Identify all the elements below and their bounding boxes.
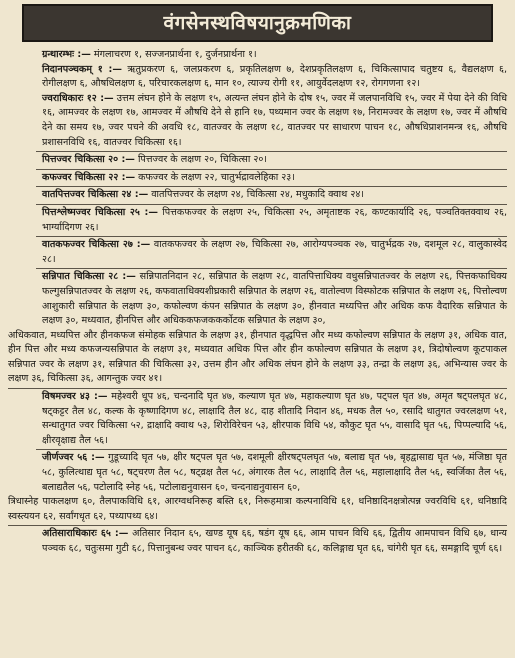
section-text: कफज्वर के लक्षण २२, चातुर्भद्रावलेहिका २३। [135,171,295,183]
divider [8,388,507,389]
section-heading: अतिसाराधिकारः ६५ :— [42,528,129,540]
section-text: महेश्वरी धूप ४६, चन्दनादि घृत ४७, कल्याण घृत ४७, महाकल्याण घृत ४७, पट्पल घृत ४७, अमृत षट्पलघृत ४८, षट्कट्टर तैल ४८, कल्क के कृष्णादिगण ४८, लाक्षादि तैल ४८, दाह शीतादि निदान ४६, मधक तैल ५०, रसादि धातुगत ज्वरलक्षण ५१, सन्धातुगत ज्वर चिकित्सा ५२, द्राक्षादि क्वाथ ५३, शिरोविरेचन ५३, क्षीरपाक विधि ५४, कौकुट घृत ५५, वासादि घृत ५६, पिप्पल्यादि ५६, क्षीरवृक्षाद्य तैल ५६। [42,391,508,446]
section-heading: विषमज्वर ४३ :— [42,391,108,403]
section-text: अतिसार निदान ६५, खण्ड यूष ६६, षडंग यूष ६६, आम पाचन विधि ६६, द्वितीय आमपाचन विधि ६७, धान्य पञ्चक ६८, चतुःसमा गुटी ६८, पित्तानुबन्ध ज्वर पाचन ६८, काञ्चिक हरीतकी ६८, कलिङ्गाद्य घृत ६६, चांगेरी घृत ६६, समङ्गादि चूर्ण ६६। [42,528,507,554]
section-granthārambha [8,48,507,63]
divider [36,169,507,170]
divider [36,204,507,205]
section-jirnajvara [8,451,507,495]
section-heading: वातकफज्वर चिकित्सा २७ :— [42,239,151,251]
section-pittashleshmajvara [8,206,507,235]
divider [36,449,507,450]
section-sannipata [8,270,507,328]
section-jirnajvara-continued [8,495,507,524]
page-title: वंगसेनस्थविषयानुक्रमणिका [22,4,493,42]
section-text: पित्तकफज्वर के लक्षण २५, चिकित्सा २५, अमृताष्टक २६, कण्टकार्यादि २६, पञ्चतिक्तक्वाथ २६, भार्ग्यादिगण २६। [42,206,508,233]
divider [36,151,507,152]
section-heading: ग्रन्थारम्भः :— [42,49,91,60]
section-text: सन्निपातनिदान २८, सन्निपात के लक्षण २८, वातपित्ताधिक्य वधुसन्निपातज्वर के लक्षण २६, पित्तकफाधिक्य फल्गुसन्निपातज्वर के लक्षण २६, कफवाताधिक्यशीघ्रकारी सन्निपात के लक्षण २६, वातोल्वण विस्फोटक सन्निपात के लक्षण २६, पित्तोल्वण आशुकारी सन्निपात के लक्षण ३०, कफोल्वण कंपन सन्निपात के लक्षण ३०, हीनवात मध्यपित्त और अधिक कफ वैदारिक सन्निपात के लक्षण ३०, मध्यवात, हीनपित्त और अधिककफजककर्कोटक सन्निपात के लक्षण ३०, [42,271,507,327]
divider [36,186,507,187]
contents-body [8,48,507,557]
divider [36,236,507,237]
section-nidanapanchakam [8,63,507,92]
section-text: मंगलाचरण १, सज्जनप्रार्थना १, दुर्जनप्रार्थना १। [90,49,257,60]
section-heading: जीर्णज्वर ५६ :— [42,452,105,464]
section-vatakaphajvara [8,238,507,267]
section-text: गुडूच्यादि घृत ५७, क्षीर षट्पल घृत ५७, दशमूली क्षीरषट्पलघृत ५७, बलाद्य घृत ५७, बृहद्वासाद्य घृत ५७, मंजिष्ठा घृत ५८, कुलित्थाद्य घृत ५८, षट्चरण तैल ५८, षट्व्रक्ष तैल ५८, अंगारक तैल ५८, लाक्षादि तैल ५६, महालाक्षादि तैल ५६, स्वर्जिका तैल ५६, बलाद्यतैल ५६, पटोलादि स्नेह ५६, पटोलाद्यनुवासन ६०, चन्दनाद्यनुवासन ६०, [42,452,508,493]
section-kaphajvara [8,171,507,186]
section-heading: पित्तज्वर चिकित्सा २० :— [42,154,135,166]
section-sannipata-continued [8,329,507,387]
divider [36,268,507,269]
section-text: उत्तम लंघन होने के लक्षण १५, अत्यन्त लंघन होने के दोष १५, ज्वर में जलपानविधि १५, ज्वर में पेया देने की विधि १६, आमज्वर के लक्षण १७, आमज्वर में औषधि देने से हानि १७, पथ्यमान ज्वर के लक्षण १७, निरामज्वर के लक्षण १७, ज्वर में औषधि देने का समय १७, ज्वर पचने की अवधि १८, वातज्वर के लक्षण १८, वातज्वर पर साधारण पाचन १८, औषधिप्राशनमन्त्र १६, औषधि प्रशासनविधि १६, वातज्वर चिकित्सा १६। [42,92,507,148]
section-text: पित्तज्वर के लक्षण २०, चिकित्सा २०। [134,154,267,166]
section-atisara [8,527,507,556]
section-heading: निदानपञ्चकम् १ :— [42,63,122,75]
section-jvaradhikara [8,92,507,150]
section-text: त्रिधास्नेह पाकलक्षण ६०, तैलपाकविधि ६१, आरग्वधनिरूह बस्ति ६१, निरूहमात्रा कल्पनाविधि ६१, धनिष्ठादिनक्षत्रोत्पन्न ज्वरविधि ६१, धनिष्ठादि स्वस्त्ययन ६२, सर्वांगधृत ६२, पथ्यापथ्य ६४। [8,496,507,522]
divider [8,525,507,526]
section-heading: पित्तश्लेष्मज्वर चिकित्सा २५ :— [42,206,158,218]
section-heading: सन्निपात चिकित्सा २८ :— [42,271,136,283]
section-heading: कफज्वर चिकित्सा २२ :— [42,171,136,183]
section-vishamajvara [8,390,507,448]
section-text: वातकफज्वर के लक्षण २७, चिकित्सा २७, आरोग्यपञ्चक २७, चातुर्भद्रक २७, दशमूल २८, वालुकास्वेद २८। [42,239,507,265]
section-heading: ज्वराधिकारः १२ :— [42,92,114,104]
section-pittajvara [8,153,507,168]
section-vatapittajvara [8,188,507,203]
section-heading: वातपित्तज्वर चिकित्सा २४ :— [42,189,149,201]
section-text: अधिकवात, मध्यपित्त और हीनकफज संमोहक सन्निपात के लक्षण ३१, हीनपात वृद्धपित्त और मध्य कफोल्वण सन्निपात के लक्षण ३१, अधिक वात, हीन पित्त और मध्य कफजन्यसन्निपात के लक्षण ३१, मध्यवात अधिक पित्त और हीन कफोल्वण सन्निपात के लक्षण ३१, त्रिदोषोल्वण कूटपाकल सन्निपात ज्वर के लक्षण ३१, सन्निपात की चिकित्सा ३२, उत्तम हीन और अधिक लंघन होने के लक्षण ३३, तन्द्रा के लक्षण ३६, अभिन्यास ज्वर के लक्षण ३६, चिकित्सा ३६, आगन्तुक ज्वर ४१। [8,329,507,385]
section-text: वातपित्तज्वर के लक्षण २४, चिकित्सा २४, मधुकादि क्वाथ २४। [148,189,364,201]
section-text: ऋतुप्रकरण ६, जलप्रकरण ६, प्रकृतिलक्षण ७, देशप्रकृतिलक्षण ६, चिकित्सापाद चतुष्टय ६, वैद्यलक्षण ६, रोगीलक्षण ६, औषधिलक्षण ६, परिचारकलक्षण ६, मान १०, त्याज्य रोगी ११, आयुर्वेदलक्षण १२, रोगगणना १२। [42,63,507,90]
